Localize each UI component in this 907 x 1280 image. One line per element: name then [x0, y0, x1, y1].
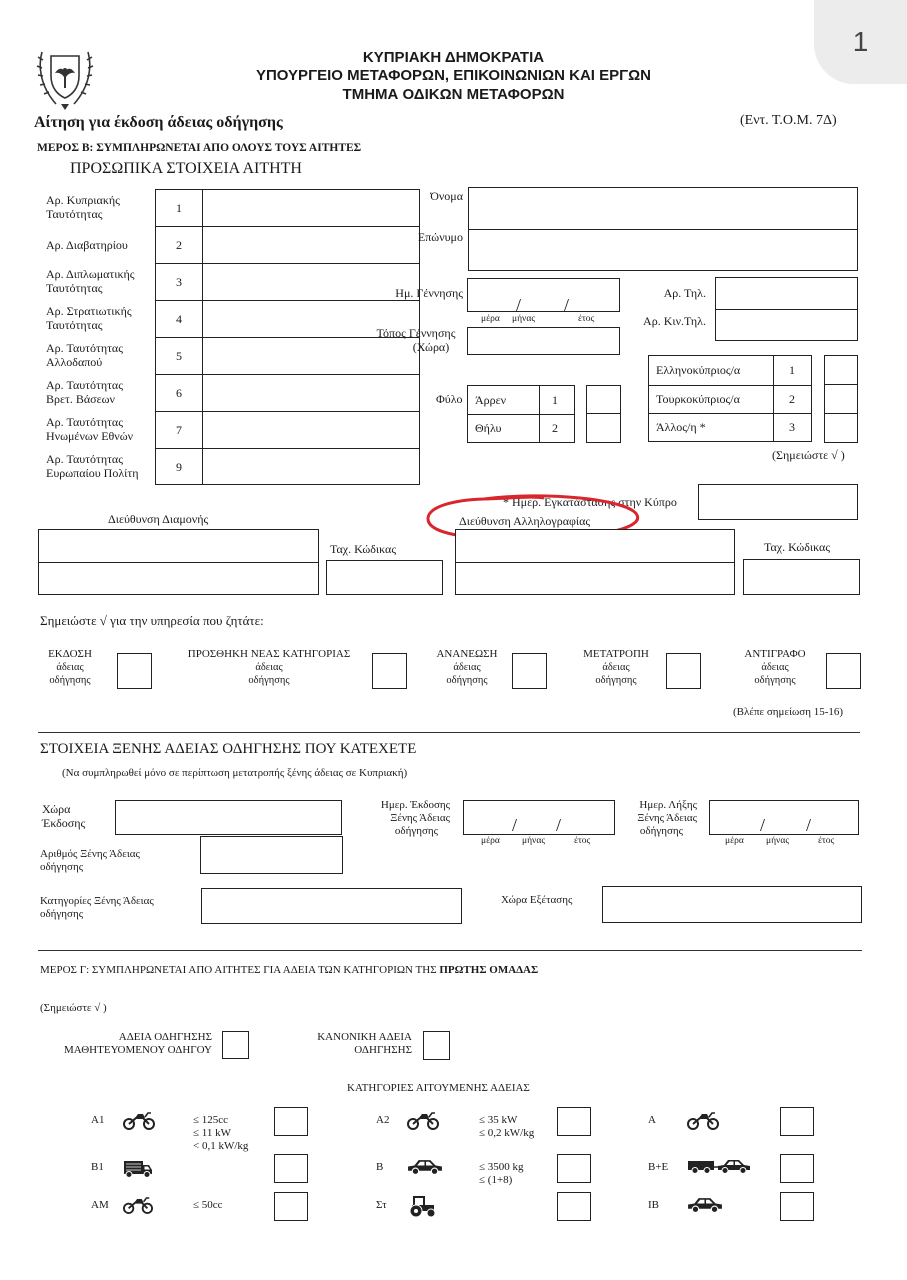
dob-month: μήνας: [512, 314, 536, 324]
foreign-number-label-1: Αριθμός Ξένης Άδειας: [40, 848, 140, 860]
service-label-line: άδειας: [453, 662, 481, 673]
id-row-label-2: Βρετ. Βάσεων: [46, 392, 115, 406]
phone-input[interactable]: [717, 279, 856, 307]
learner-label-1: ΑΔΕΙΑ ΟΔΗΓΗΣΗΣ: [118, 1031, 212, 1043]
foreign-number-label: [40, 848, 140, 874]
service-label-line: οδήγησης: [248, 675, 290, 686]
issue-country-label-1: Χώρα: [42, 802, 71, 816]
id-row-label-1: Αρ. Ταυτότητας: [46, 341, 123, 355]
category-spec-line: ≤ 35 kW: [479, 1114, 518, 1126]
exam-country-label: Χώρα Εξέτασης: [501, 894, 573, 906]
header-line-3: ΤΜΗΜΑ ΟΔΙΚΩΝ ΜΕΤΑΦΟΡΩΝ: [342, 86, 565, 103]
issue-date-label: [340, 799, 450, 838]
id-number-input[interactable]: [203, 412, 418, 447]
service-label-line: άδειας: [56, 662, 84, 673]
service-checkbox[interactable]: [512, 653, 547, 689]
service-label: [736, 648, 814, 687]
id-row-label: [46, 452, 154, 480]
document-title: Αίτηση για έκδοση άδειας οδήγησης: [34, 114, 283, 131]
id-row-label: [46, 341, 154, 369]
category-checkbox[interactable]: [780, 1192, 814, 1221]
category-spec-line: ≤ 50cc: [193, 1199, 223, 1211]
mobile-input[interactable]: [717, 310, 856, 339]
issue-date-label-3: οδήγησης: [394, 825, 438, 837]
issue-day: μέρα: [481, 836, 500, 846]
id-row-label: [46, 304, 154, 332]
motorcycle-icon: [687, 1111, 719, 1131]
regular-licence-checkbox[interactable]: [423, 1031, 450, 1060]
male-label: Άρρεν: [475, 393, 507, 407]
service-label-line: ΑΝΤΙΓΡΑΦΟ: [744, 648, 806, 660]
foreign-categories-input[interactable]: [201, 888, 462, 924]
surname-label: Επώνυμο: [417, 230, 463, 244]
part-c-tick-note: (Σημειώστε √ ): [40, 1002, 107, 1014]
category-spec-line: ≤ 125cc: [193, 1114, 229, 1126]
category-spec: [193, 1114, 248, 1153]
service-label-line: άδειας: [602, 662, 630, 673]
id-row-label-2: Ταυτότητας: [46, 318, 103, 332]
birthplace-input[interactable]: [467, 327, 620, 355]
row-divider: [155, 263, 420, 264]
foreign-licence-title: ΣΤΟΙΧΕΙΑ ΞΕΝΗΣ ΑΔΕΙΑΣ ΟΔΗΓΗΣΗΣ ΠΟΥ ΚΑΤΕΧΕΤΕ: [40, 741, 417, 757]
category-checkbox[interactable]: [780, 1107, 814, 1136]
id-row-number: 2: [176, 238, 182, 252]
birthplace-label-1: Τόπος Γέννησης: [376, 326, 456, 340]
expiry-date-label-2: Ξένης Άδειας: [637, 812, 697, 824]
category-spec: [479, 1161, 524, 1187]
category-code: B: [376, 1161, 384, 1173]
divider: [38, 950, 862, 951]
nationality-num: 1: [789, 363, 795, 377]
mail-address-label: Διεύθυνση Αλληλογραφίας: [459, 514, 591, 528]
id-row-label-1: Αρ. Ταυτότητας: [46, 415, 123, 429]
id-row-label-1: Αρ. Κυπριακής: [46, 193, 120, 207]
category-code: A1: [91, 1114, 105, 1126]
residence-address-input[interactable]: [38, 529, 319, 595]
id-row-label-1: Αρ. Διπλωματικής: [46, 267, 135, 281]
id-number-input[interactable]: [203, 449, 418, 484]
category-code: B1: [91, 1161, 104, 1173]
category-spec-line: ≤ 3500 kg: [479, 1161, 524, 1173]
phone-label: Αρ. Τηλ.: [663, 286, 706, 300]
first-name-input[interactable]: [470, 189, 856, 227]
foreign-categories-label-2: οδήγησης: [40, 908, 84, 920]
learner-label-2: ΜΑΘΗΤΕΥΟΜΕΝΟΥ ΟΔΗΓΟΥ: [63, 1044, 212, 1056]
service-label: [38, 648, 102, 687]
issue-year: έτος: [574, 836, 591, 846]
service-label-line: οδήγησης: [595, 675, 637, 686]
service-checkbox[interactable]: [372, 653, 407, 689]
id-row-label-1: Αρ. Ταυτότητας: [46, 452, 123, 466]
mobile-label: Αρ. Κιν.Τηλ.: [643, 314, 706, 328]
expiry-date-label-1: Ημερ. Λήξης: [639, 799, 697, 811]
form-code: (Εντ. Τ.Ο.Μ. 7Δ): [740, 113, 837, 128]
id-row-label: [46, 193, 154, 221]
category-checkbox[interactable]: [557, 1154, 591, 1183]
part-c-title: [40, 964, 538, 977]
header-line-2: ΥΠΟΥΡΓΕΙΟ ΜΕΤΑΦΟΡΩΝ, ΕΠΙΚΟΙΝΩΝΙΩΝ ΚΑΙ ΕΡΓΩΝ: [255, 67, 652, 84]
issue-country-label-2: Έκδοσης: [42, 816, 86, 830]
category-code: A2: [376, 1114, 390, 1126]
car-icon: [407, 1158, 443, 1175]
service-checkbox[interactable]: [666, 653, 701, 689]
nationality-num: 2: [789, 392, 795, 406]
regular-label-1: ΚΑΝΟΝΙΚΗ ΑΔΕΙΑ: [317, 1031, 412, 1043]
issue-country-label: [42, 802, 85, 830]
id-row-number: 4: [176, 312, 182, 326]
service-label-line: άδειας: [761, 662, 789, 673]
expiry-month: μήνας: [766, 836, 790, 846]
row-divider: [155, 411, 420, 412]
dob-input[interactable]: / /: [467, 278, 620, 312]
category-spec-line: ≤ 11 kW: [193, 1127, 232, 1139]
moped-icon: [123, 1196, 153, 1215]
service-checkbox[interactable]: [826, 653, 861, 689]
id-row-label-2: Ταυτότητας: [46, 281, 103, 295]
foreign-number-label-2: οδήγησης: [40, 861, 84, 873]
issue-country-input[interactable]: [115, 800, 342, 835]
nationality-label: Άλλος/η *: [656, 420, 706, 434]
foreign-licence-subtitle: (Να συμπληρωθεί μόνο σε περίπτωση μετατροπής ξένης άδειας σε Κυπριακή): [62, 767, 408, 779]
sex-label: Φύλο: [436, 392, 463, 406]
category-code: B+E: [648, 1161, 669, 1173]
service-label-line: ΠΡΟΣΘΗΚΗ ΝΕΑΣ ΚΑΤΗΓΟΡΙΑΣ: [187, 648, 351, 660]
first-name-label: Όνομα: [430, 189, 463, 203]
id-row-label-1: Αρ. Στρατιωτικής: [46, 304, 132, 318]
header-line-1: ΚΥΠΡΙΑΚΗ ΔΗΜΟΚΡΑΤΙΑ: [362, 49, 545, 66]
motorcycle-icon: [407, 1111, 439, 1131]
category-checkbox[interactable]: [780, 1154, 814, 1183]
motorcycle-icon: [123, 1111, 155, 1131]
part-c-title-prefix: ΜΕΡΟΣ Γ: ΣΥΜΠΛΗΡΩΝΕΤΑΙ ΑΠΟ ΑΙΤΗΤΕΣ ΓΙΑ ΑΔΕΙΑ ΤΩΝ ΚΑΤΗΓΟΡΙΩΝ ΤΗΣ: [40, 964, 437, 976]
page-number: 1: [852, 26, 869, 57]
dob-year: έτος: [578, 314, 595, 324]
id-number-input[interactable]: [203, 375, 418, 410]
service-label-line: άδειας: [255, 662, 283, 673]
category-code: AM: [91, 1199, 109, 1211]
birthplace-label-2: (Χώρα): [412, 340, 450, 354]
id-row-number: 7: [176, 423, 182, 437]
services-note: (Βλέπε σημείωση 15-16): [733, 706, 844, 718]
expiry-date-label-3: οδήγησης: [639, 825, 683, 837]
category-spec-line: < 0,1 kW/kg: [193, 1140, 249, 1152]
settlement-date-label: * Ημερ. Εγκατάστασης στην Κύπρο: [503, 495, 677, 509]
id-row-label: [46, 415, 154, 443]
service-label: [575, 648, 657, 687]
mail-postal-label: Ταχ. Κώδικας: [764, 540, 831, 554]
category-checkbox[interactable]: [557, 1107, 591, 1136]
regular-label-2: ΟΔΗΓΗΣΗΣ: [354, 1044, 412, 1056]
service-label-line: ΑΝΑΝΕΩΣΗ: [436, 648, 498, 660]
service-label-line: οδήγησης: [446, 675, 488, 686]
category-checkbox[interactable]: [274, 1154, 308, 1183]
learner-licence-checkbox[interactable]: [222, 1031, 249, 1059]
category-code: Στ: [376, 1199, 387, 1211]
id-row-number: 9: [176, 460, 182, 474]
category-checkbox[interactable]: [274, 1107, 308, 1136]
male-num: 1: [552, 393, 558, 407]
row-divider: [155, 300, 420, 301]
foreign-number-input[interactable]: [200, 836, 343, 874]
car-trailer-icon: [687, 1158, 751, 1174]
requested-categories-title: ΚΑΤΗΓΟΡΙΕΣ ΑΙΤΟΥΜΕΝΗΣ ΑΔΕΙΑΣ: [347, 1082, 530, 1094]
nationality-label: Ελληνοκύπριος/α: [656, 363, 741, 377]
expiry-day: μέρα: [725, 836, 744, 846]
id-row-number: 5: [176, 349, 182, 363]
category-spec: [193, 1199, 223, 1212]
part-b-title: ΜΕΡΟΣ Β: ΣΥΜΠΛΗΡΩΝΕΤΑΙ ΑΠΟ ΟΛΟΥΣ ΤΟΥΣ ΑΙΤΗΤΕΣ: [37, 142, 362, 154]
issue-date-label-2: Ξένης Άδειας: [390, 812, 450, 824]
id-row-label-1: Αρ. Ταυτότητας: [46, 378, 123, 392]
nationality-checkbox-1[interactable]: [824, 355, 858, 385]
category-checkbox[interactable]: [557, 1192, 591, 1221]
male-checkbox[interactable]: [586, 385, 621, 414]
service-label: [175, 648, 363, 687]
regular-licence-label: [290, 1031, 412, 1057]
tractor-icon: [407, 1196, 437, 1218]
id-row-label: [46, 267, 154, 295]
category-spec-line: ≤ 0,2 kW/kg: [479, 1127, 535, 1139]
issue-date-input[interactable]: / /: [463, 800, 615, 835]
id-row-label-2: Ευρωπαίου Πολίτη: [46, 466, 139, 480]
id-row-label: [46, 238, 154, 252]
expiry-date-input[interactable]: / /: [709, 800, 859, 835]
service-label-line: ΜΕΤΑΤΡΟΠΗ: [583, 648, 649, 660]
issue-month: μήνας: [522, 836, 546, 846]
mail-postal-input[interactable]: [743, 559, 860, 595]
category-spec-line: ≤ (1+8): [479, 1174, 513, 1186]
id-row-label-1: Αρ. Διαβατηρίου: [46, 238, 128, 252]
nationality-num: 3: [789, 420, 795, 434]
id-row-label: [46, 378, 154, 406]
learner-licence-label: [36, 1031, 212, 1057]
female-checkbox[interactable]: [586, 413, 621, 443]
id-row-number: 3: [176, 275, 182, 289]
dob-day: μέρα: [481, 314, 500, 324]
service-checkbox[interactable]: [117, 653, 152, 689]
residence-postal-label: Ταχ. Κώδικας: [330, 542, 397, 556]
category-code: IB: [648, 1199, 659, 1211]
surname-input[interactable]: [470, 231, 856, 269]
expiry-date-label: [600, 799, 697, 838]
id-row-number: 6: [176, 386, 182, 400]
row-divider: [155, 226, 420, 227]
nationality-checkbox-3[interactable]: [824, 413, 858, 443]
residence-postal-input[interactable]: [326, 560, 443, 595]
van-icon: [123, 1158, 153, 1178]
service-label-line: οδήγησης: [754, 675, 796, 686]
settlement-date-input[interactable]: [698, 484, 858, 520]
exam-country-input[interactable]: [602, 886, 862, 923]
residence-address-label: Διεύθυνση Διαμονής: [108, 512, 209, 526]
category-spec: [479, 1114, 534, 1140]
id-row-number: 1: [176, 201, 182, 215]
dob-label: Ημ. Γέννησης: [395, 286, 463, 300]
divider: [38, 732, 860, 733]
foreign-categories-label-1: Κατηγορίες Ξένης Άδειας: [40, 895, 154, 907]
female-num: 2: [552, 421, 558, 435]
birthplace-label: [366, 326, 466, 354]
service-label-line: ΕΚΔΟΣΗ: [48, 648, 92, 660]
id-row-label-2: Αλλοδαπού: [46, 355, 103, 369]
tick-note: (Σημειώστε √ ): [772, 448, 845, 462]
id-row-label-2: Ταυτότητας: [46, 207, 103, 221]
category-code: A: [648, 1114, 656, 1126]
foreign-categories-label: [40, 895, 154, 921]
nationality-label: Τουρκοκύπριος/α: [656, 392, 740, 406]
issue-date-label-1: Ημερ. Έκδοσης: [380, 799, 450, 811]
car-icon: [687, 1196, 723, 1213]
part-c-title-bold: ΠΡΩΤΗΣ ΟΜΑΔΑΣ: [439, 964, 539, 976]
id-row-label-2: Ηνωμένων Εθνών: [46, 429, 134, 443]
category-checkbox[interactable]: [274, 1192, 308, 1221]
service-label: [428, 648, 506, 687]
row-divider: [155, 374, 420, 375]
mail-address-input[interactable]: [455, 529, 735, 595]
personal-details-title: ΠΡΟΣΩΠΙΚΑ ΣΤΟΙΧΕΙΑ ΑΙΤΗΤΗ: [70, 160, 302, 177]
female-label: Θήλυ: [475, 421, 502, 435]
nationality-checkbox-2[interactable]: [824, 384, 858, 414]
expiry-year: έτος: [818, 836, 835, 846]
row-divider: [155, 448, 420, 449]
service-prompt: Σημειώστε √ για την υπηρεσία που ζητάτε:: [40, 613, 264, 628]
service-label-line: οδήγησης: [49, 675, 91, 686]
